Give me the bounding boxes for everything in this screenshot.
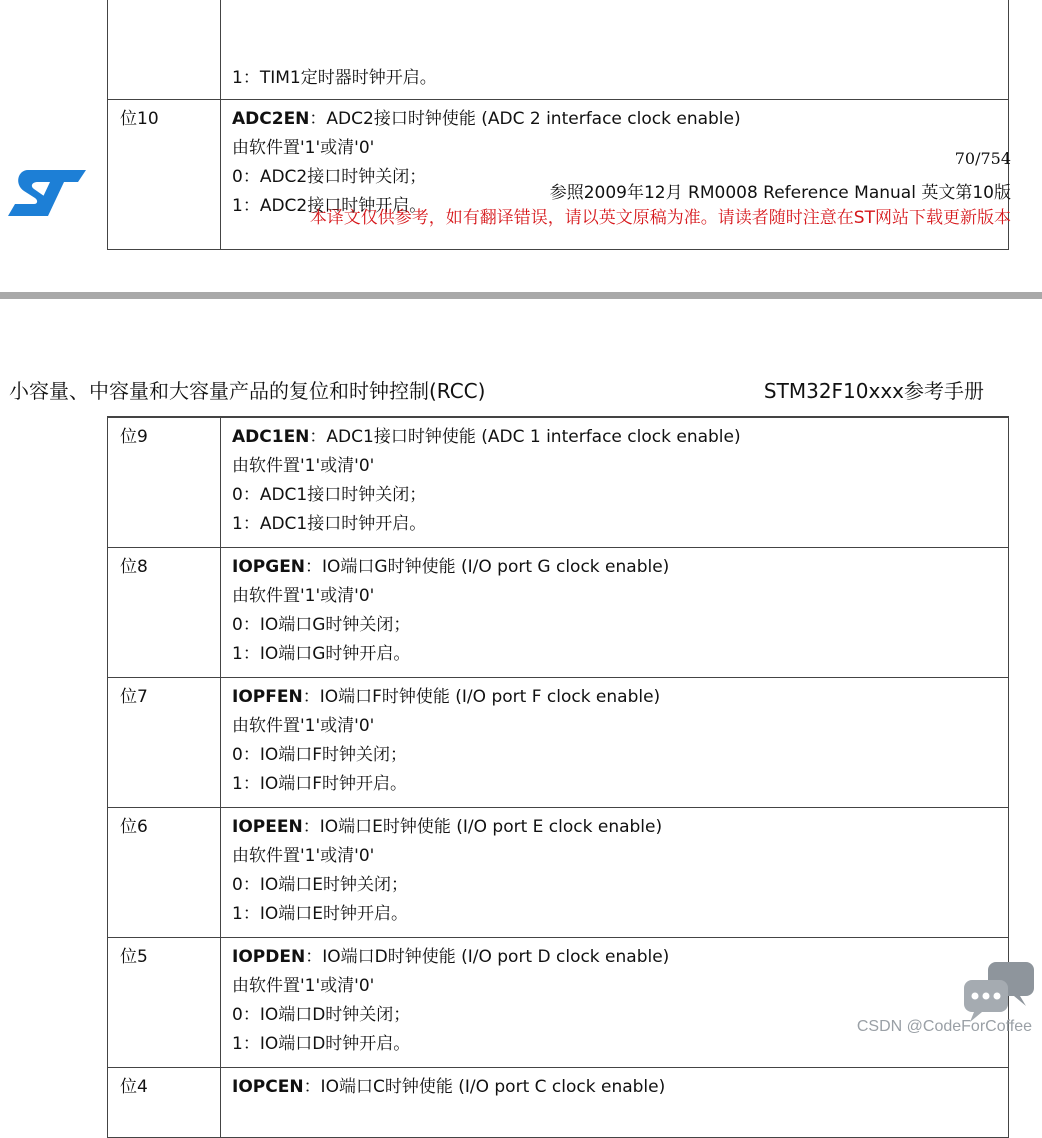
description-line (232, 10, 1008, 39)
translation-notice: 本译文仅供参考，如有翻译错误，请以英文原稿为准。请读者随时注意在ST网站下载更新版本 (309, 208, 1011, 228)
chat-bubbles-icon (962, 962, 1036, 1024)
description-line (232, 514, 1008, 543)
field-text: 1：IO端口E时钟开启。 (232, 904, 408, 924)
description-cell (221, 808, 1009, 938)
field-text: 由软件置'1'或清'0' (232, 586, 375, 606)
field-text: ：ADC2接口时钟使能 (ADC 2 interface clock enable) (309, 109, 741, 129)
bit-cell: 位10 (108, 100, 221, 250)
bit-cell: 位6 (108, 808, 221, 938)
section-title: 小容量、中容量和大容量产品的复位和时钟控制(RCC) (9, 379, 486, 403)
field-text: 0：IO端口G时钟关闭； (232, 615, 411, 635)
field-text: ：IO端口F时钟使能 (I/O port F clock enable) (302, 687, 661, 707)
field-name: IOPCEN (232, 1077, 304, 1097)
field-name: ADC1EN (232, 427, 310, 447)
watermark-text: CSDN @CodeForCoffee (856, 1018, 1032, 1035)
description-line (232, 615, 1008, 644)
bit-cell: 位7 (108, 678, 221, 808)
table-row (108, 808, 1009, 938)
description-cell (221, 1068, 1009, 1138)
bit-cell: 位4 (108, 1068, 221, 1138)
description-line (232, 39, 1008, 68)
table-row (108, 938, 1009, 1068)
field-text: 由软件置'1'或清'0' (232, 846, 375, 866)
field-text: 0：IO端口E时钟关闭； (232, 875, 408, 895)
description-line (232, 1034, 1008, 1063)
field-name: IOPDEN (232, 947, 306, 967)
page-divider (0, 292, 1042, 299)
st-logo-icon (6, 166, 88, 218)
field-name: IOPEEN (232, 817, 303, 837)
description-line (232, 0, 1008, 10)
field-text: 1：IO端口G时钟开启。 (232, 644, 411, 664)
description-line (232, 586, 1008, 615)
description-line (232, 68, 1008, 97)
description-line (232, 427, 1008, 456)
description-line (232, 1077, 1008, 1106)
field-text: 由软件置'1'或清'0' (232, 716, 375, 736)
reference-note: 参照2009年12月 RM0008 Reference Manual 英文第10版 (549, 183, 1011, 203)
description-line (232, 976, 1008, 1005)
description-line (232, 485, 1008, 514)
field-text: ：IO端口D时钟使能 (I/O port D clock enable) (305, 947, 670, 967)
bit-cell: 位8 (108, 548, 221, 678)
description-cell (221, 548, 1009, 678)
description-line (232, 138, 1008, 167)
field-text: 1：IO端口D时钟开启。 (232, 1034, 411, 1054)
field-text: ：IO端口G时钟使能 (I/O port G clock enable) (305, 557, 670, 577)
field-name: IOPGEN (232, 557, 306, 577)
description-cell (221, 938, 1009, 1068)
field-text: 0：IO端口F时钟关闭； (232, 745, 407, 765)
table-row (108, 0, 1009, 100)
field-text: ：ADC1接口时钟使能 (ADC 1 interface clock enable) (309, 427, 741, 447)
description-line (232, 109, 1008, 138)
table-row (108, 678, 1009, 808)
description-cell (221, 0, 1009, 100)
manual-title: STM32F10xxx参考手册 (763, 379, 984, 403)
table-row (108, 548, 1009, 678)
table-row (108, 1068, 1009, 1138)
page-number: 70/754 (954, 149, 1011, 168)
description-line (232, 904, 1008, 933)
table-row (108, 418, 1009, 548)
description-line (232, 716, 1008, 745)
field-text: 1：ADC2接口时钟开启。 (232, 196, 427, 216)
description-line (232, 687, 1008, 716)
description-line (232, 846, 1008, 875)
description-line (232, 745, 1008, 774)
bit-cell: 位5 (108, 938, 221, 1068)
field-text: 由软件置'1'或清'0' (232, 138, 375, 158)
field-text: 1：TIM1定时器时钟开启。 (232, 68, 437, 88)
description-line (232, 456, 1008, 485)
field-text: 0：ADC2接口时钟关闭； (232, 167, 427, 187)
field-text: 由软件置'1'或清'0' (232, 456, 375, 476)
field-text: ：IO端口C时钟使能 (I/O port C clock enable) (303, 1077, 666, 1097)
description-line (232, 644, 1008, 673)
description-line (232, 947, 1008, 976)
field-text: 由软件置'1'或清'0' (232, 976, 375, 996)
field-name: ADC2EN (232, 109, 310, 129)
description-line (232, 817, 1008, 846)
bit-cell: 位9 (108, 418, 221, 548)
description-line (232, 774, 1008, 803)
field-name: IOPFEN (232, 687, 303, 707)
field-text: 1：IO端口F时钟开启。 (232, 774, 407, 794)
field-text: ：IO端口E时钟使能 (I/O port E clock enable) (302, 817, 663, 837)
bit-cell (108, 0, 221, 100)
field-text: 0：ADC1接口时钟关闭； (232, 485, 427, 505)
field-text: 0：IO端口D时钟关闭； (232, 1005, 411, 1025)
description-line (232, 557, 1008, 586)
description-cell (221, 678, 1009, 808)
description-line (232, 875, 1008, 904)
description-cell (221, 418, 1009, 548)
field-text: 1：ADC1接口时钟开启。 (232, 514, 427, 534)
